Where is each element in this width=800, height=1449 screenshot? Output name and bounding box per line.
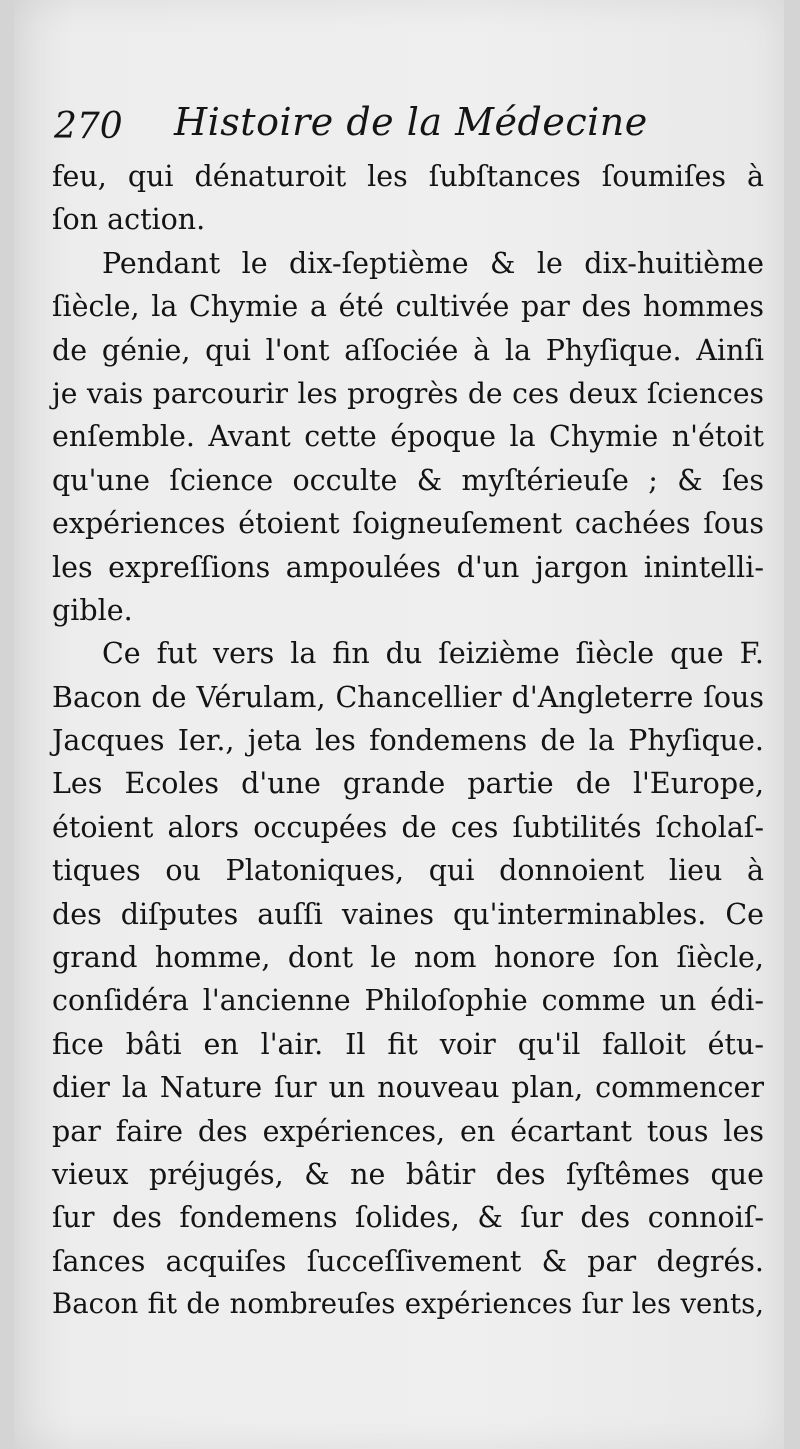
text-line: dier la Nature ſur un nouveau plan, commencer (52, 1071, 764, 1105)
text-line: de génie, qui l'ont aſſociée à la Phyſique. Ainſi (52, 333, 764, 367)
text-line: expériences étoient ſoigneuſement cachées ſous (52, 507, 764, 541)
text-line: grand homme, dont le nom honore ſon ſiècle, (52, 941, 764, 975)
page-number: 270 (54, 106, 123, 147)
text-line: enſemble. Avant cette époque la Chymie n'étoit (52, 420, 764, 454)
text-line: ſiècle, la Chymie a été cultivée par des hommes (52, 290, 764, 324)
text-line: Bacon de Vérulam, Chancellier d'Angleterre ſous (52, 680, 764, 714)
text-line: fice bâti en l'air. Il fit voir qu'il falloit étu- (52, 1027, 764, 1061)
text-line: je vais parcourir les progrès de ces deux ſciences (52, 376, 764, 410)
text-line: gible. (52, 593, 133, 627)
text-line: des diſputes auſſi vaines qu'interminables. Ce (52, 897, 764, 931)
book-page (14, 0, 784, 1449)
running-title: Histoire de la Médecine (174, 100, 648, 144)
text-line: ſon action. (52, 203, 206, 237)
text-line: les expreſſions ampoulées d'un jargon inintelli- (52, 550, 764, 584)
text-line: Les Ecoles d'une grande partie de l'Europe, (52, 767, 764, 801)
text-line: ſances acquiſes ſucceſſivement & par degrés. (52, 1244, 764, 1278)
text-line: Jacques Ier., jeta les fondemens de la Phyſique. (52, 724, 764, 758)
text-line: feu, qui dénaturoit les ſubſtances ſoumiſes à (52, 160, 764, 193)
text-line: Ce fut vers la fin du ſeizième ſiècle que F. (102, 637, 764, 671)
text-line: qu'une ſcience occulte & myſtérieuſe ; & ſes (52, 463, 764, 497)
body-text (52, 155, 764, 1327)
page-header (54, 100, 754, 152)
text-line: par faire des expériences, en écartant tous les (52, 1114, 764, 1148)
text-line: étoient alors occupées de ces ſubtilités ſcholaſ- (52, 810, 764, 844)
text-line: tiques ou Platoniques, qui donnoient lieu à (52, 854, 764, 888)
text-line: Bacon fit de nombreuſes expériences ſur les vents, (52, 1288, 764, 1321)
text-line: conſidéra l'ancienne Philoſophie comme un édi- (52, 984, 764, 1018)
text-line: ſur des fondemens ſolides, & ſur des connoiſ- (52, 1201, 764, 1235)
text-line: vieux préjugés, & ne bâtir des ſyſtêmes que (52, 1157, 764, 1191)
text-line: Pendant le dix-ſeptième & le dix-huitième (102, 246, 764, 280)
